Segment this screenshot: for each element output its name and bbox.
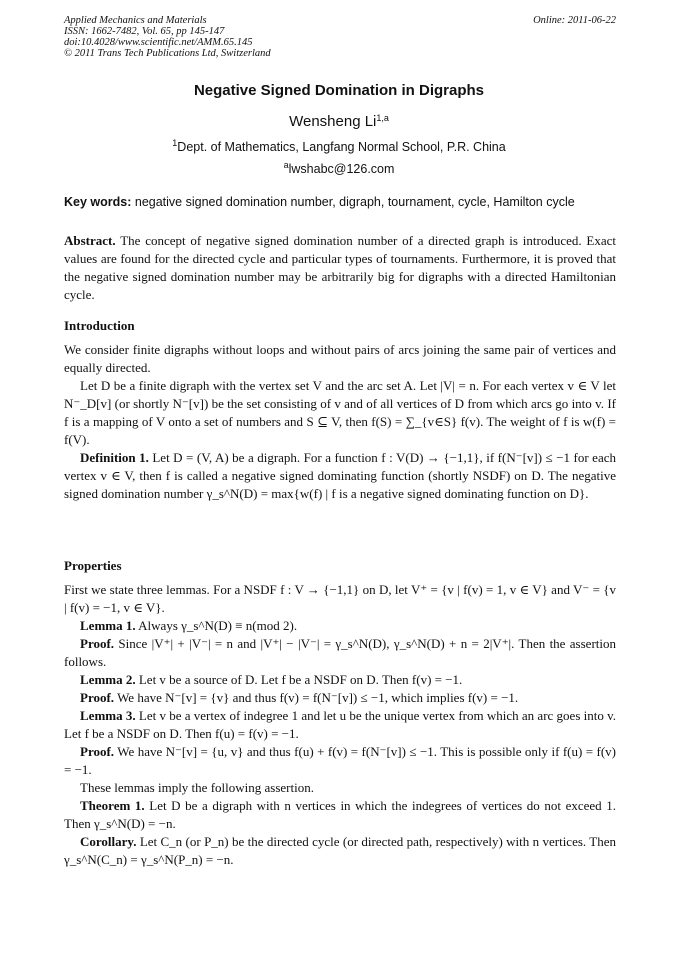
definition-label: Definition 1. xyxy=(80,450,149,465)
journal-header xyxy=(64,15,616,59)
author-line xyxy=(0,113,678,130)
lemma-2 xyxy=(64,671,616,689)
proof-2-label: Proof. xyxy=(80,690,115,705)
theorem-1-label: Theorem 1. xyxy=(80,798,145,813)
theorem-1 xyxy=(64,797,616,833)
lemma-1 xyxy=(64,617,616,635)
proof-2-text: We have N⁻[v] = {v} and thus f(v) = f(N⁻[v]) ≤ −1, which implies f(v) = −1. xyxy=(117,690,519,705)
keywords xyxy=(64,195,616,209)
affiliation: Dept. of Mathematics, Langfang Normal School, P.R. China xyxy=(177,140,506,154)
introduction-section xyxy=(64,317,616,503)
proof-1-label: Proof. xyxy=(80,636,115,651)
corollary xyxy=(64,833,616,869)
journal-name: Applied Mechanics and Materials xyxy=(64,15,207,26)
affiliation-superscript: 1 xyxy=(172,138,178,148)
paper-title: Negative Signed Domination in Digraphs xyxy=(193,82,485,99)
lemma-1-label: Lemma 1. xyxy=(80,618,136,633)
proof-3-text: We have N⁻[v] = {u, v} and thus f(u) + f(v) = f(N⁻[v]) ≤ −1. This is possible only if f(u) = f(v) = −1. xyxy=(64,744,617,777)
theorem-1-text: Let D be a digraph with n vertices in which the indegrees of vertices do not exceed 1. Then γ_s^N(D) = −n. xyxy=(64,798,617,831)
online-date: Online: 2011-06-22 xyxy=(533,15,616,26)
proof-2 xyxy=(64,689,616,707)
lemma-2-text: Let v be a source of D. Let f be a NSDF on D. Then f(v) = −1. xyxy=(138,672,463,687)
corollary-text: Let C_n (or P_n) be the directed cycle (or directed path, respectively) with n vertices. Then γ_s^N(C_n) = γ_s^N(P_n) = −n. xyxy=(64,834,616,867)
lemma-3-label: Lemma 3. xyxy=(80,708,136,723)
abstract-text: The concept of negative signed domination number of a directed graph is introduced. Exact values are found for the directed cycle and particular types of tournaments. Furthermore, it is proved that the negative signed domination number may be arbitrarily big for digraphs with a directed Hamiltonian cycle. xyxy=(64,233,616,302)
properties-paragraph-1: First we state three lemmas. For a NSDF f : V → {−1,1} on D, let V⁺ = {v | f(v) = 1, v ∈ V} and V⁻ = {v | f(v) = −1, v ∈ V}. xyxy=(64,582,616,615)
lemma-3 xyxy=(64,707,616,743)
intro-paragraph-2: Let D be a finite digraph with the vertex set V and the arc set A. Let |V| = n. For each vertex v ∈ V let N⁻_D[v] (or shortly N⁻[v]) be the set consisting of v and of all vertices of D from which arcs go into v. If f is a mapping of V onto a set of numbers and S ⊆ V, then f(S) = ∑_{v∈S} f(v). The weight of f is w(f) = f(V). xyxy=(64,378,616,447)
proof-1-text: Since |V⁺| + |V⁻| = n and |V⁺| − |V⁻| = γ_s^N(D), γ_s^N(D) + n = 2|V⁺|. Then the assertion follows. xyxy=(64,636,616,669)
proof-3-label: Proof. xyxy=(80,744,115,759)
definition-text: Let D = (V, A) be a digraph. For a function f : V(D) → {−1,1}, if f(N⁻[v]) ≤ −1 for each vertex v ∈ V, then f is called a negative signed dominating function (shortly NSDF) on D. The negative signed domination number γ_s^N(D) = max{w(f) | f is a negative signed dominating function on D}. xyxy=(64,450,616,501)
assertion-line: These lemmas imply the following assertion. xyxy=(80,780,314,795)
author-name: Wensheng Li xyxy=(289,113,377,130)
proof-1 xyxy=(64,635,616,671)
affiliation-line xyxy=(0,138,678,154)
proof-3 xyxy=(64,743,616,779)
properties-section xyxy=(64,557,616,869)
email-superscript: a xyxy=(283,160,289,170)
lemma-1-text: Always γ_s^N(D) ≡ n(mod 2). xyxy=(138,618,298,633)
keywords-label: Key words: xyxy=(64,195,132,209)
author-superscript: 1,a xyxy=(376,113,389,123)
lemma-3-text: Let v be a vertex of indegree 1 and let u be the unique vertex from which an arc goes into v. Let f be a NSDF on D. Then f(u) = f(v) = −1. xyxy=(64,708,617,741)
keywords-text: negative signed domination number, digraph, tournament, cycle, Hamilton cycle xyxy=(134,195,575,209)
corollary-label: Corollary. xyxy=(80,834,137,849)
doi-line: doi:10.4028/www.scientific.net/AMM.65.145 xyxy=(64,37,253,48)
intro-paragraph-1: We consider finite digraphs without loops and without pairs of arcs joining the same pair of vertices and equally directed. xyxy=(64,342,616,375)
definition-1 xyxy=(64,449,616,503)
introduction-heading: Introduction xyxy=(64,318,135,333)
properties-heading: Properties xyxy=(64,558,122,573)
author-email: lwshabc@126.com xyxy=(288,162,395,176)
issn-line: ISSN: 1662-7482, Vol. 65, pp 145-147 xyxy=(64,26,225,37)
copyright-line: © 2011 Trans Tech Publications Ltd, Switzerland xyxy=(64,48,271,59)
abstract-label: Abstract. xyxy=(64,233,116,248)
email-line xyxy=(0,160,678,176)
abstract xyxy=(64,232,616,304)
lemma-2-label: Lemma 2. xyxy=(80,672,136,687)
